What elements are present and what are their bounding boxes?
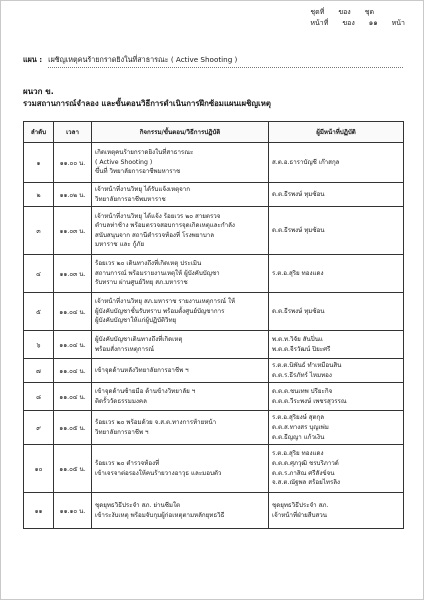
table-row [24,359,404,383]
row-responsible [269,383,404,411]
row-activity [92,411,269,445]
responsible-line: ด.ต.ร.ภาสิณ ศรีสังข์จน [272,469,335,477]
of2-label: ของ [342,19,355,27]
responsible-line: พ.ต.ต.จีรวัฒน์ ปิยะศรี [272,345,331,353]
row-responsible [269,445,404,493]
activity-line: เจ้าหน้าที่งานวิทยุ ได้แจ้ง ร้อยเวร ๒๐ สายตรวจ [95,212,221,220]
responsible-line: ด.ต.ธีรพงษ์ ทุมซ้อน [272,190,325,198]
row-number: ๙ [24,411,54,445]
table-row [24,493,404,529]
table-row [24,331,404,359]
table-row [24,143,404,183]
activity-line: เข้าระงับเหตุ พร้อมจับกุมผู้ก่อเหตุตามหลักยุทธวิธี [95,511,225,519]
activity-line: เข้าจุดด้านหลังวิทยาลัยการอาชีพ ฯ [95,366,189,374]
responsible-line: ส.ต.อ.ธาราบัญชี เก๊าสกุล [272,158,340,166]
row-number: ๑๑ [24,493,54,529]
row-responsible [269,183,404,207]
responsible-line: ด.ต.ธีญญา แก้วเงิน [272,433,325,441]
activity-line: วิทยาลัยการอาชีพมหาราช [95,195,166,203]
header-time: เวลา [54,122,92,143]
activity-line: ติดรั้ววัดธรรมมงคล [95,397,147,405]
annex-title: ผนวก ข. [23,87,54,96]
activity-line: เกิดเหตุคนร้ายกราดยิงในที่สาธารณะ [95,149,194,157]
table-row [24,445,404,493]
row-responsible [269,359,404,383]
schedule-table [23,121,404,529]
table-row [24,255,404,293]
responsible-line: ด.ต.ด.ศุภวุฒิ ชรบริภาวด์ [272,460,339,468]
row-time: ๑๑.๐๕ น. [54,411,92,445]
page-label: หน้าที่ [310,19,329,27]
responsible-line: ด.ต.ส.ทางสร บุญเพ่ม [272,423,329,431]
row-responsible [269,493,404,529]
responsible-line: ร.ต.อ.สุริยงษ์ สุตกุล [272,414,325,422]
row-activity [92,207,269,255]
activity-line: เข้าจุดด้านซ้ายมือ ด้านข้างวิทยาลัย ฯ [95,388,196,396]
row-activity [92,143,269,183]
table-header-row [24,122,404,143]
row-activity [92,359,269,383]
activity-line: เข้าเจรจาต่อรองให้คนร้ายวางอาวุธ และมอบตัว [95,469,222,477]
row-responsible [269,143,404,183]
total-pages: ๑๑ [368,19,378,27]
activity-line: รับทราบ ผ่านศูนย์วิทยุ สภ.มหาราช [95,279,188,287]
row-time: ๑๑.๐๔ น. [54,359,92,383]
row-time: ๑๑.๐๕ น. [54,445,92,493]
plan-line [23,55,403,68]
table-row [24,293,404,331]
responsible-line: ร.ต.อ.สุริย ทองแดง [272,450,324,458]
activity-line: ชุดยุทธวิธีประจำ สภ. ย่านซีมใต [95,502,181,510]
activity-line: ร้อยเวร ๒๐ พร้อมด้วย จ.ส.ต.ทางการท้ายหน้า [95,419,217,427]
row-time: ๑๑.๐๔ น. [54,331,92,359]
row-time: ๑๑.๐๓ น. [54,255,92,293]
row-activity [92,183,269,207]
activity-line: ร้อยเวร ๒๐ ตำรวจท้องที่ [95,460,160,468]
row-number: ๒ [24,183,54,207]
row-number: ๓ [24,207,54,255]
responsible-line: เจ้าหน้าที่ฝ่ายสืบสวน [272,511,327,519]
set-label: ชุดที่ [310,8,325,16]
activity-line: ผู้บังคับบัญชาให้แก่ผู้ปฏิบัติวิทยุ [95,317,177,325]
responsible-line: ด.ต.ร.ธีรภัทร์ ไหมทอง [272,371,332,379]
activity-line: ( Active Shooting ) [95,158,153,166]
row-time: ๑๑.๐๒ น. [54,183,92,207]
header-no: ลำดับ [24,122,54,143]
row-activity [92,445,269,493]
pages-unit: หน้า [391,19,405,27]
activity-line: ผู้บังคับบัญชาเดินทางถึงที่เกิดเหตุ [95,336,183,344]
row-number: ๔ [24,255,54,293]
row-number: ๖ [24,331,54,359]
row-responsible [269,331,404,359]
row-number: ๗ [24,359,54,383]
table-body [24,143,404,529]
responsible-line: ชุดยุทธวิธีประจำ สภ. [272,502,329,510]
of-label: ของ [338,8,351,16]
responsible-line: ด.ต.ต.ชนเทพ ปรียะกิจ [272,388,333,396]
plan-label: แผน : [23,55,43,64]
row-responsible [269,411,404,445]
header-activity: กิจกรรม/ขั้นตอน/วิธีการปฏิบัติ [92,122,269,143]
activity-line: ตำบลท่าช้าง พร้อมตรวจสอบการจุดเกิดเหตุและกำลัง [95,222,235,230]
section-title: รวมสถานการณ์จำลอง และขั้นตอนวิธีการดำเนินการฝึกซ้อมแผนเผชิญเหตุ [23,99,271,108]
responsible-line: ด.ต.ธีรพงษ์ ทุมซ้อน [272,307,325,315]
row-responsible [269,293,404,331]
row-activity [92,255,269,293]
row-activity [92,383,269,411]
row-responsible [269,255,404,293]
activity-line: พร้อมสั่งการเหตุการณ์ [95,345,155,353]
row-number: ๘ [24,383,54,411]
responsible-line: ร.ต.อ.สุริย ทองแดง [272,269,324,277]
row-time: ๑๑.๐๓ น. [54,207,92,255]
table-row [24,383,404,411]
row-responsible [269,207,404,255]
responsible-line: ด.ต.ต.วีระพงษ์ เพชรสุวรรณ [272,397,347,405]
plan-name: เผชิญเหตุคนร้ายกราดยิงในที่สาธารณะ ( Active Shooting ) [48,55,403,68]
row-number: ๑ [24,143,54,183]
responsible-line: พ.ต.ท.วิจัย สันปิ่นแ [272,336,323,344]
row-time: ๑๑.๑๐ น. [54,493,92,529]
row-activity [92,293,269,331]
responsible-line: ร.ต.ต.นิพันธ์ ทำเหมือนสิน [272,362,342,370]
row-time: ๑๑.๐๔ น. [54,383,92,411]
responsible-line: จ.ส.ต.ณัฐพล สร้อยไทรลิง [272,479,341,487]
row-time: ๑๑.๐๐ น. [54,143,92,183]
row-activity [92,493,269,529]
of-value: ชุด [364,8,375,16]
activity-line: เจ้าหน้าที่งานวิทยุ ได้รับแจ้งเหตุจาก [95,186,191,193]
activity-line: ร้อยเวร ๒๐ เดินทางถึงที่เกิดเหตุ ประเมิน [95,260,202,268]
activity-line: สนับสนุนจาก สถานีตำรวจท้องที่ โรงพยาบาล [95,231,215,239]
activity-line: วิทยาลัยการอาชีพ ฯ [95,428,149,436]
header-responsible: ผู้มีหน้าที่ปฏิบัติ [269,122,404,143]
activity-line: ขึ้นที่ วิทยาลัยการอาชีพมหาราช [95,168,181,176]
document-reference [310,7,405,29]
table-row [24,207,404,255]
activity-line: ผู้บังคับบัญชาชั้นรับทราบ พร้อมตั้งศูนย์บัญชาการ [95,307,225,315]
row-time: ๑๑.๐๔ น. [54,293,92,331]
activity-line: มหาราช และ กู้ภัย [95,241,145,249]
table-row [24,411,404,445]
row-activity [92,331,269,359]
row-number: ๑๐ [24,445,54,493]
activity-line: สถานการณ์ พร้อมรายงานเหตุให้ ผู้บังคับบัญชา [95,269,220,277]
row-number: ๕ [24,293,54,331]
responsible-line: ด.ต.ธีรพงษ์ ทุมซ้อน [272,226,325,234]
activity-line: เจ้าหน้าที่งานวิทยุ สภ.มหาราช รายงานเหตุการณ์ ให้ [95,298,236,306]
table-row [24,183,404,207]
